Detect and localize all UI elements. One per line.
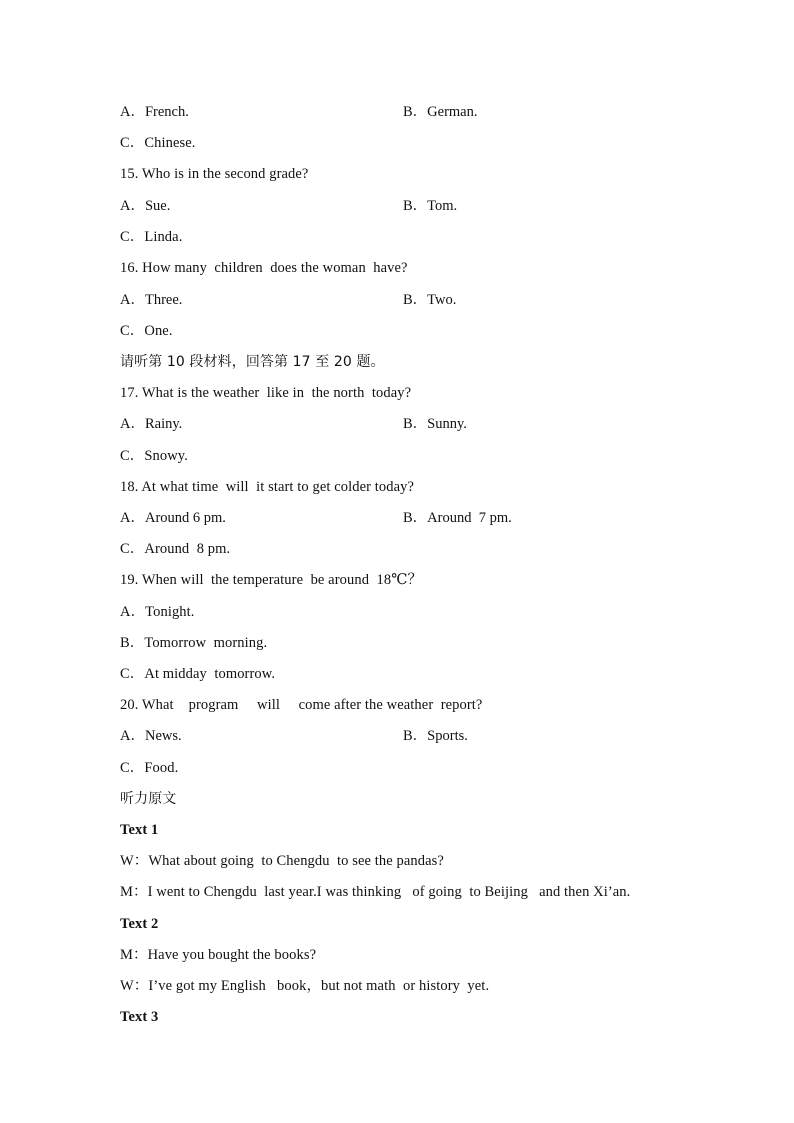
q18-option-b: B．Around 7 pm. bbox=[403, 510, 512, 526]
q19-option-c: C．At midday tomorrow. bbox=[120, 666, 276, 682]
q19-option-b: B．Tomorrow morning. bbox=[120, 635, 268, 651]
text1-m-line: M：I went to Chengdu last year.I was thinking of going to Beijing and then Xi’an. bbox=[120, 884, 631, 900]
q16-option-c: C．One. bbox=[120, 323, 173, 339]
q18-option-a: A．Around 6 pm. bbox=[120, 510, 226, 526]
q20-option-c: C．Food. bbox=[120, 760, 179, 776]
q19-option-a: A．Tonight. bbox=[120, 604, 195, 620]
q19-question: 19. When will the temperature be around 18℃？ bbox=[120, 572, 423, 588]
text1-w-line: W：What about going to Chengdu to see the pandas? bbox=[120, 853, 444, 869]
q16-question: 16. How many children does the woman have? bbox=[120, 260, 408, 276]
q15-option-b: B．Tom. bbox=[403, 198, 458, 214]
text3-title: Text 3 bbox=[120, 1009, 159, 1025]
q16-option-b: B．Two. bbox=[403, 292, 457, 308]
transcript-heading: 听力原文 bbox=[120, 791, 177, 807]
q15-option-c: C．Linda. bbox=[120, 229, 183, 245]
q18-option-c: C．Around 8 pm. bbox=[120, 541, 231, 557]
section-instruction: 请听第 10 段材料，回答第 17 至 20 题。 bbox=[120, 354, 385, 370]
q16-option-a: A．Three. bbox=[120, 292, 183, 308]
q20-question: 20. What program will come after the weather report? bbox=[120, 697, 483, 713]
q17-option-a: A．Rainy. bbox=[120, 416, 183, 432]
q14-option-a: A．French. bbox=[120, 104, 189, 120]
q15-question: 15. Who is in the second grade? bbox=[120, 166, 309, 182]
q17-option-c: C．Snowy. bbox=[120, 448, 188, 464]
text2-w-line: W：I’ve got my English book，but not math or history yet. bbox=[120, 978, 490, 994]
text1-title: Text 1 bbox=[120, 822, 159, 838]
q17-option-b: B．Sunny. bbox=[403, 416, 467, 432]
q20-option-a: A．News. bbox=[120, 728, 182, 744]
text2-m-line: M：Have you bought the books? bbox=[120, 947, 317, 963]
q15-option-a: A．Sue. bbox=[120, 198, 171, 214]
q18-question: 18. At what time will it start to get colder today? bbox=[120, 479, 415, 495]
q20-option-b: B．Sports. bbox=[403, 728, 468, 744]
text2-title: Text 2 bbox=[120, 916, 159, 932]
q17-question: 17. What is the weather like in the north today? bbox=[120, 385, 412, 401]
q14-option-c: C．Chinese. bbox=[120, 135, 196, 151]
q14-option-b: B．German. bbox=[403, 104, 478, 120]
